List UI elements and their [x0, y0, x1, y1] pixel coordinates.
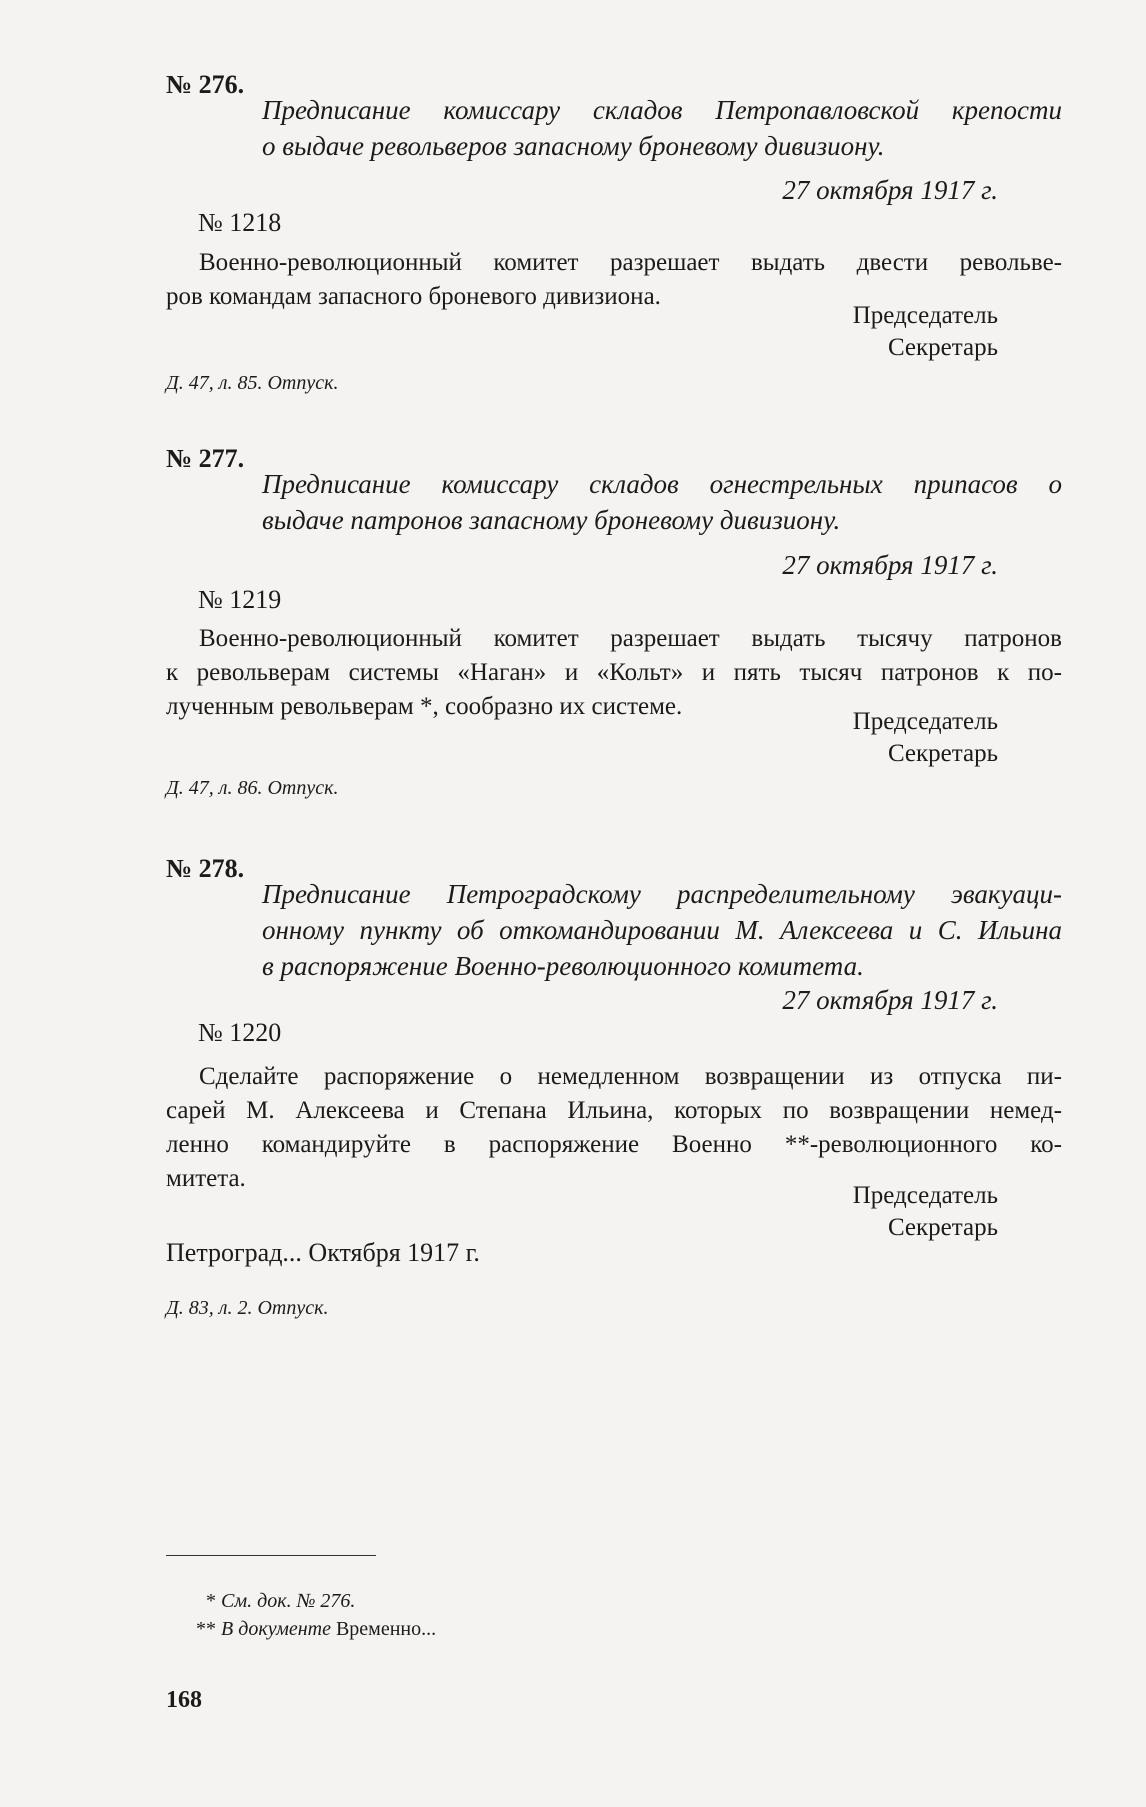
signer-chairman: Председатель [852, 302, 998, 329]
body-line: Военно-революционный комитет разрешает выдать двести револьве- [199, 249, 1062, 276]
doc-title [262, 466, 1062, 538]
doc-date: 27 октября 1917 г. [782, 175, 998, 205]
doc-title-line: выдаче патронов запасному броневому дивизиону. [262, 505, 841, 535]
footnote-text: См. док. № 276. [221, 1590, 356, 1612]
doc-title-line: Предписание комиссару складов Петропавловской крепости [262, 95, 1062, 125]
signatures [853, 1180, 998, 1244]
footnote [196, 1615, 436, 1643]
footnote-mark: * [206, 1590, 216, 1612]
doc-registry-number: № 1218 [198, 208, 282, 237]
page-number: 168 [166, 1687, 202, 1713]
doc-number: № 278. [166, 854, 245, 883]
signer-secretary: Секретарь [887, 740, 998, 767]
signer-chairman: Председатель [852, 1182, 998, 1209]
signer-secretary: Секретарь [887, 1214, 998, 1241]
body-line: Военно-революционный комитет разрешает выдать тысячу патронов [199, 625, 1062, 652]
doc-title-line: онному пункту об откомандировании М. Алексеева и С. Ильина [262, 915, 1062, 945]
signatures [853, 300, 998, 364]
doc-title [262, 876, 1062, 984]
doc-title [262, 92, 1062, 164]
footnote-mark: ** [196, 1618, 216, 1640]
archive-source: Д. 83, л. 2. Отпуск. [166, 1297, 329, 1319]
doc-registry-number: № 1220 [198, 1018, 282, 1047]
body-line: митета. [166, 1165, 246, 1192]
doc-body [166, 1060, 1062, 1196]
place-and-date: Петроград... Октября 1917 г. [166, 1238, 480, 1267]
archive-source: Д. 47, л. 86. Отпуск. [166, 777, 339, 799]
footnote [206, 1587, 355, 1615]
body-line: ров командам запасного броневого дивизиона. [166, 283, 661, 310]
footnote-separator [166, 1555, 376, 1556]
signer-chairman: Председатель [852, 708, 998, 735]
body-line: Сделайте распоряжение о немедленном возвращении из отпуска пи- [199, 1063, 1062, 1090]
signatures [853, 706, 998, 770]
archive-source: Д. 47, л. 85. Отпуск. [166, 372, 339, 394]
doc-number: № 277. [166, 444, 245, 473]
body-line: лученным револьверам *, сообразно их системе. [166, 693, 683, 720]
doc-date: 27 октября 1917 г. [782, 550, 998, 580]
doc-title-line: Предписание Петроградскому распределительному эвакуаци- [262, 879, 1062, 909]
doc-date: 27 октября 1917 г. [782, 985, 998, 1015]
body-line: сарей М. Алексеева и Степана Ильина, которых по возвращении немед- [166, 1097, 1062, 1124]
doc-title-line: Предписание комиссару складов огнестрельных припасов о [262, 469, 1062, 499]
doc-title-line: о выдаче револьверов запасному броневому дивизиону. [262, 131, 885, 161]
doc-registry-number: № 1219 [198, 585, 282, 614]
doc-title-line: в распоряжение Военно-революционного комитета. [262, 951, 864, 981]
doc-number: № 276. [166, 70, 245, 99]
footnote-text-italic: В документе [221, 1618, 331, 1640]
body-line: к револьверам системы «Наган» и «Кольт» и пять тысяч патронов к по- [166, 659, 1062, 686]
signer-secretary: Секретарь [887, 334, 998, 361]
footnote-text-regular: Временно... [335, 1618, 437, 1640]
body-line: ленно командируйте в распоряжение Военно **-революционного ко- [166, 1131, 1062, 1158]
